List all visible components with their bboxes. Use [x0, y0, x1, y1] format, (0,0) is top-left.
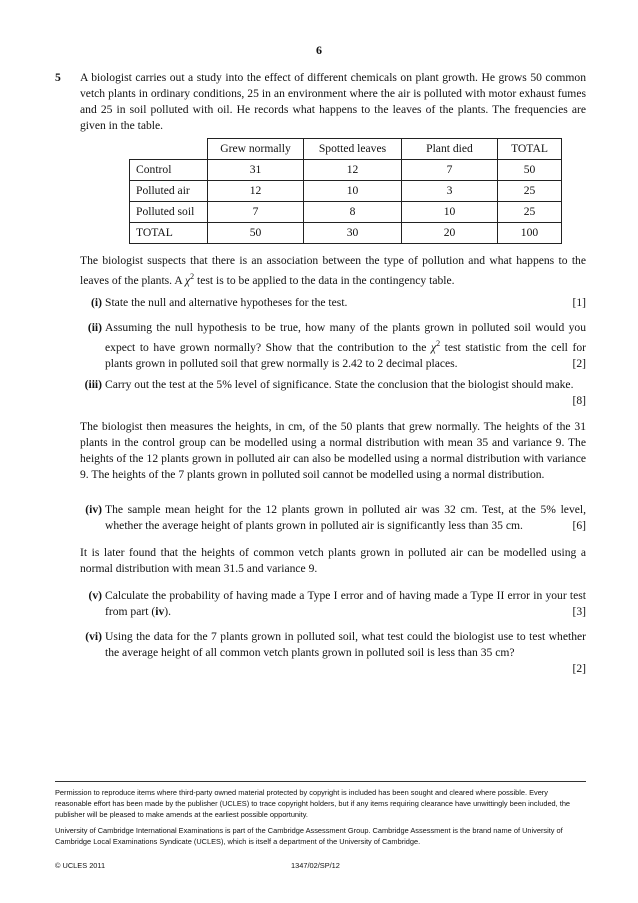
marks: [6]	[572, 519, 586, 532]
paper-code: 1347/02/SP/12	[291, 861, 340, 870]
column-header: Plant died	[402, 139, 498, 160]
table-cell: 20	[402, 223, 498, 244]
marks: [1]	[572, 296, 586, 309]
footer-divider	[55, 781, 586, 782]
table-cell: 8	[304, 202, 402, 223]
table-row	[130, 160, 562, 181]
later-paragraph: It is later found that the heights of common vetch plants grown in polluted air can be modelled using a normal distribution with mean 31.5 and variance 9.	[80, 546, 586, 575]
column-header: Spotted leaves	[304, 139, 402, 160]
association-paragraph: The biologist suspects that there is an association between the type of pollution and what happens to the leaves of the plants. A $\chi^2$ test is to be applied to the data in the contingency table.	[80, 254, 586, 287]
part-label: (i)	[91, 296, 102, 309]
page-number: 6	[316, 43, 322, 57]
table-cell: 31	[208, 160, 304, 181]
question-number: 5	[55, 71, 61, 84]
table-cell: 3	[402, 181, 498, 202]
table-cell: 30	[304, 223, 402, 244]
part-label: (iv)	[85, 503, 102, 516]
table-cell: 50	[208, 223, 304, 244]
table-row	[130, 202, 562, 223]
table-cell: 10	[402, 202, 498, 223]
row-label: Polluted air	[130, 181, 208, 202]
table-cell: 12	[208, 181, 304, 202]
part-label: (iii)	[84, 378, 102, 391]
table-row	[130, 223, 562, 244]
marks: [2]	[572, 662, 586, 675]
permission-notice: Permission to reproduce items where third-party owned material protected by copyright is included has been sought and cleared where possible. Every reasonable effort has been made by the publisher (UCLES) to trace copyright holders, but if any items requiring clearance have unwittingly been included, the publisher will be pleased to make amends at the earliest possible opportunity.	[55, 788, 571, 819]
table-cell: 7	[208, 202, 304, 223]
marks: [8]	[572, 394, 586, 407]
row-label: TOTAL	[130, 223, 208, 244]
copyright-text: © UCLES 2011	[55, 861, 106, 870]
part-label: (ii)	[87, 321, 102, 334]
table-cell: 50	[498, 160, 562, 181]
row-label: Control	[130, 160, 208, 181]
column-header: TOTAL	[498, 139, 562, 160]
column-header: Grew normally	[208, 139, 304, 160]
table-header-row	[130, 139, 562, 160]
heights-paragraph: The biologist then measures the heights, in cm, of the 50 plants that grew normally. The heights of the 31 plants in the control group can be modelled using a normal distribution with mean 35 and variance 9. The heights of the 12 plants grown in polluted air can also be modelled using a normal distribution with variance 9. The heights of the 7 plants grown in polluted soil cannot be modelled using a normal distribution.	[80, 420, 586, 481]
question-intro: A biologist carries out a study into the effect of different chemicals on plant growth. He grows 50 common vetch plants in ordinary conditions, 25 in an environment where the air is polluted with motor exhaust fumes and 25 in soil polluted with oil. He records what happens to the leaves of the plants. The frequencies are given in the table.	[80, 71, 586, 132]
table-row	[130, 181, 562, 202]
row-label: Polluted soil	[130, 202, 208, 223]
table-cell: 25	[498, 202, 562, 223]
table-cell: 12	[304, 160, 402, 181]
marks: [3]	[572, 605, 586, 618]
footer-bottom-line	[55, 858, 586, 874]
chi-symbol: χ	[184, 273, 191, 287]
table-cell: 100	[498, 223, 562, 244]
marks: [2]	[572, 356, 586, 370]
cambridge-notice: University of Cambridge International Examinations is part of the Cambridge Assessment Group. Cambridge Assessment is the brand name of University of Cambridge Local Examinations Syndicate (UCLES), which is itself a department of the University of Cambridge.	[55, 826, 563, 846]
frequency-table	[129, 138, 562, 244]
part-label: (v)	[88, 589, 102, 602]
table-cell: 25	[498, 181, 562, 202]
part-label: (vi)	[85, 630, 102, 643]
table-cell: 10	[304, 181, 402, 202]
table-cell: 7	[402, 160, 498, 181]
